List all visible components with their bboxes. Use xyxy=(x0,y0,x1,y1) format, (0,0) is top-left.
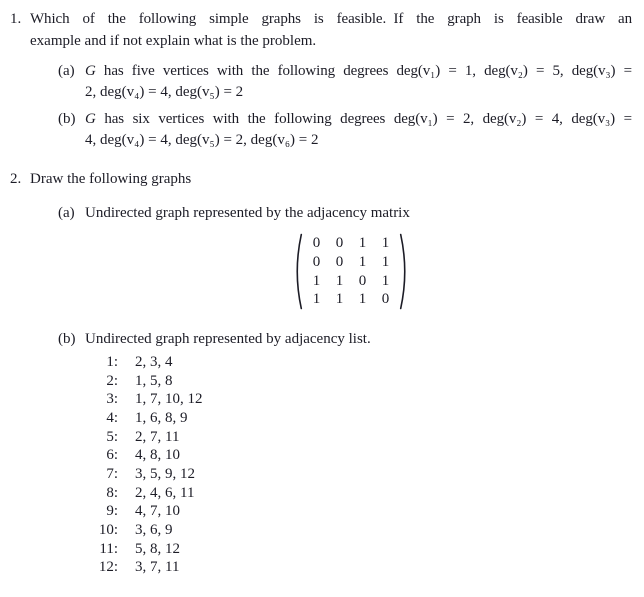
problem-2-part-a xyxy=(58,203,632,310)
neighbor-list: 1, 6, 8, 9 xyxy=(135,409,188,426)
adjacency-list xyxy=(85,353,632,577)
matrix-right-paren xyxy=(399,233,410,310)
part-b-line-2: 4, deg(v₄) = 4, deg(v₅) = 2, deg(v₆) = 2 xyxy=(85,132,319,148)
matrix-cell: 0 xyxy=(312,253,321,270)
problem-1 xyxy=(10,8,632,151)
adjacency-list-row xyxy=(85,428,632,447)
adjacency-list-row xyxy=(85,540,632,559)
matrix-cell: 1 xyxy=(312,291,321,308)
vertex-label: 7: xyxy=(106,465,118,482)
vertex-label: 1: xyxy=(106,354,118,370)
adjacency-matrix-block xyxy=(50,233,644,310)
matrix-grid xyxy=(305,234,397,308)
neighbor-list: 1, 5, 8 xyxy=(135,372,173,389)
part-b-degree-text: has six vertices with the following degrees deg(v₁) = 2, deg(v₂) = 4, deg(v₃) = xyxy=(104,111,632,127)
adjacency-list-row xyxy=(85,446,632,465)
matrix-cell: 0 xyxy=(381,291,390,308)
matrix-cell: 0 xyxy=(335,235,344,252)
problem-1-part-a xyxy=(58,61,632,103)
adjacency-list-row xyxy=(85,390,632,409)
adjacency-list-row xyxy=(85,409,632,428)
vertex-label: 10: xyxy=(98,521,118,538)
part-b-line-1: Undirected graph represented by adjacency list. xyxy=(85,331,371,347)
vertex-label: 6: xyxy=(106,447,118,464)
part-a-degree-text: has five vertices with the following degrees deg(v₁) = 1, deg(v₂) = 5, deg(v₃) = xyxy=(103,63,632,79)
adjacency-list-row xyxy=(85,465,632,484)
neighbor-list: 5, 8, 12 xyxy=(135,540,180,557)
problem-2-line-1: Draw the following graphs xyxy=(30,171,192,187)
vertex-label: 5: xyxy=(106,428,118,445)
part-a-line-1: Undirected graph represented by the adjacency matrix xyxy=(85,205,410,221)
neighbor-list: 4, 7, 10 xyxy=(135,503,180,520)
vertex-label: 3: xyxy=(106,391,118,408)
matrix-left-paren xyxy=(292,233,303,310)
vertex-label: 9: xyxy=(106,503,118,520)
problem-2-number: 2. xyxy=(10,171,22,187)
matrix-cell: 1 xyxy=(381,272,390,289)
problem-2 xyxy=(10,168,632,577)
matrix-cell: 0 xyxy=(335,253,344,270)
part-b-label: (b) xyxy=(58,111,76,127)
matrix-cell: 1 xyxy=(381,235,390,252)
part-a-line-1 xyxy=(85,61,632,82)
matrix-cell: 1 xyxy=(335,272,344,289)
neighbor-list: 2, 3, 4 xyxy=(135,354,173,370)
matrix-cell: 1 xyxy=(358,235,367,252)
neighbor-list: 2, 7, 11 xyxy=(135,428,180,445)
vertex-label: 2: xyxy=(106,372,118,389)
vertex-label: 11: xyxy=(99,540,118,557)
matrix-cell: 0 xyxy=(312,235,321,252)
part-a-label: (a) xyxy=(58,63,75,79)
matrix-cell: 1 xyxy=(358,291,367,308)
adjacency-list-row xyxy=(85,372,632,391)
adjacency-list-row xyxy=(85,353,632,372)
adjacency-list-row xyxy=(85,502,632,521)
part-a-label: (a) xyxy=(58,205,75,221)
matrix-cell: 1 xyxy=(312,272,321,289)
problem-1-part-b xyxy=(58,109,632,151)
part-a-line-2: 2, deg(v₄) = 4, deg(v₅) = 2 xyxy=(85,84,244,100)
problem-1-line-1: Which of the following simple graphs is feasible. If the graph is feasible draw an xyxy=(30,11,632,27)
vertex-label: 12: xyxy=(98,559,118,576)
neighbor-list: 4, 8, 10 xyxy=(135,447,180,464)
adjacency-matrix xyxy=(292,233,410,310)
neighbor-list: 1, 7, 10, 12 xyxy=(135,391,203,408)
adjacency-list-row xyxy=(85,521,632,540)
problem-1-number: 1. xyxy=(10,11,22,27)
graph-variable: G xyxy=(85,111,96,127)
vertex-label: 8: xyxy=(106,484,118,501)
matrix-cell: 0 xyxy=(358,272,367,289)
neighbor-list: 3, 5, 9, 12 xyxy=(135,465,195,482)
part-b-label: (b) xyxy=(58,331,76,347)
neighbor-list: 3, 6, 9 xyxy=(135,521,173,538)
matrix-cell: 1 xyxy=(358,253,367,270)
part-b-line-1 xyxy=(85,109,632,130)
matrix-cell: 1 xyxy=(335,291,344,308)
neighbor-list: 3, 7, 11 xyxy=(135,559,180,576)
problem-1-line-2: example and if not explain what is the problem. xyxy=(30,33,317,49)
adjacency-list-row xyxy=(85,558,632,577)
vertex-label: 4: xyxy=(106,409,118,426)
adjacency-list-row xyxy=(85,484,632,503)
graph-variable: G xyxy=(85,63,96,79)
matrix-cell: 1 xyxy=(381,253,390,270)
problem-2-part-b xyxy=(58,329,632,577)
neighbor-list: 2, 4, 6, 11 xyxy=(135,484,195,501)
